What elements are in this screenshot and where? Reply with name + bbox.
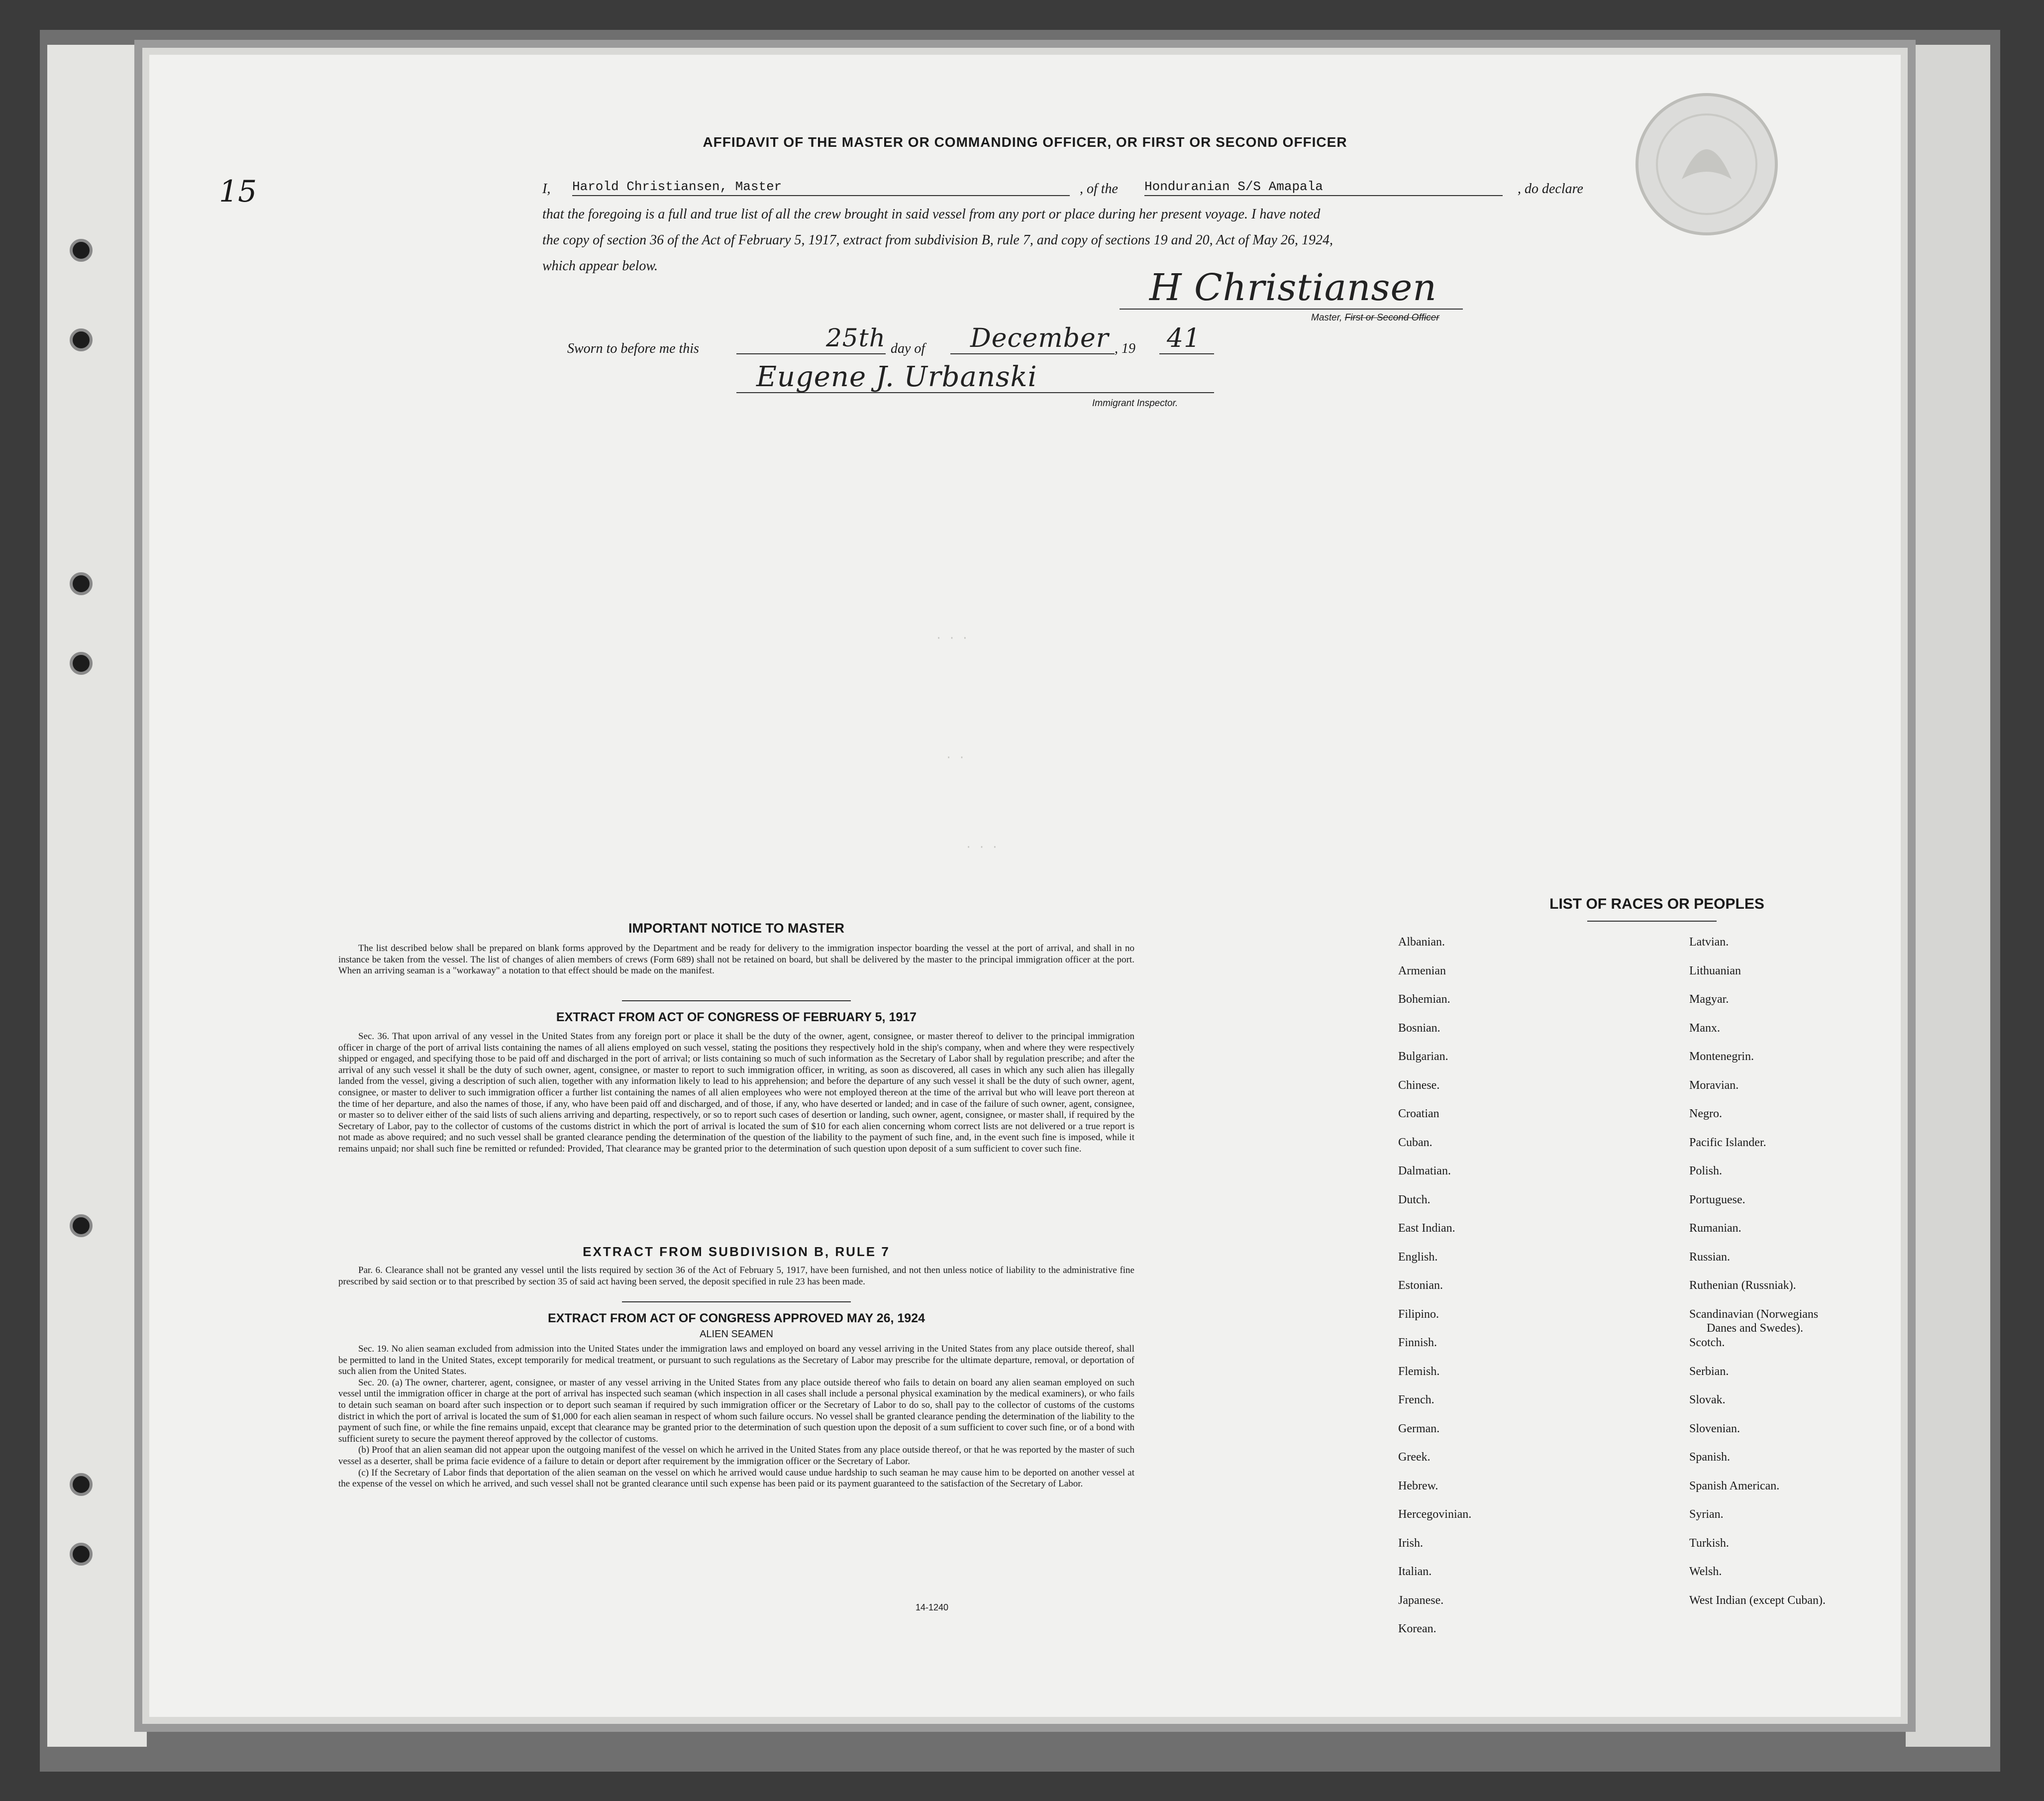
race-item: Pacific Islander. [1689, 1136, 1766, 1149]
affidavit-title: AFFIDAVIT OF THE MASTER OR COMMANDING OFFICER, OR FIRST OR SECOND OFFICER [703, 134, 1347, 150]
inspector-signature: Eugene J. Urbanski [756, 361, 1037, 393]
race-item: Negro. [1689, 1107, 1722, 1120]
binder-hole-icon [70, 572, 93, 595]
section-rule [622, 1301, 851, 1302]
race-item: Portuguese. [1689, 1193, 1745, 1206]
race-item: Japanese. [1398, 1593, 1444, 1607]
section-36-paragraph: Sec. 36. That upon arrival of any vessel in the United States from any foreign port or place it shall be the duty of the owner, agent, consignee, or master thereof to deliver to the principal immigration officer in charge of the port of arrival lists containing the names of all aliens employed on such vessel, stating the positions they respectively hold in the ship's company, when and where they were respectively shipped or engaged, and specifying those to be paid off and discharged in the port of arrival; or lists containing so much of such information as the Secretary of Labor shall by regulation prescribe; and after the arrival of any such vessel it shall be the duty of such owner, agent, consignee, or master to report to such immigration officer, in writing, as soon as discovered, all cases in which any such alien has illegally landed from the vessel, giving a description of such alien, together with any information likely to lead to his apprehension; and before the departure of any such vessel it shall be the duty of such owner, agent, consignee, or master to deliver to such immigration officer a further list containing the names of all alien employees who were not employed thereon at the time of the arrival but who will leave port thereon at the time of her departure, and also the names of those, if any, who have been paid off and discharged, and of those, if any, who have deserted or landed; and in case of the failure of such owner, agent, consignee, or master so to deliver either of the said lists of such aliens arriving and departing, respectively, or so to report such cases of desertion or landing, such owner, agent, consignee, or master shall, if required by the Secretary of Labor, pay to the collector of customs of the customs district in which the port of arrival is located the sum of $10 for each alien concerning whom correct lists are not delivered or a true report is not made as above required; and no such vessel shall be granted clearance pending the determination of the question of the liability to the payment of such fine, and, in the event such fine is imposed, while it remains unpaid; nor shall such fine be remitted or refunded: Provided, That clearance may be granted prior to the determination of such question upon deposit of a sum sufficient to cover such fine. [338, 1031, 1134, 1154]
race-item: Armenian [1398, 964, 1446, 977]
race-item: Scotch. [1689, 1336, 1725, 1349]
race-item: Montenegrin. [1689, 1050, 1754, 1063]
do-declare-label: , do declare [1518, 181, 1583, 197]
extract-1917-title: EXTRACT FROM ACT OF CONGRESS OF FEBRUARY 5, 1917 [556, 1010, 917, 1024]
race-item: Lithuanian [1689, 964, 1741, 977]
race-item: Albanian. [1398, 936, 1445, 949]
section-20b-paragraph: (b) Proof that an alien seaman did not appear upon the outgoing manifest of the vessel on which he arrived in the United States from any place outside thereof, or that he was reported by the master of such vessel as a deserter, shall be prima facie evidence of a failure to detain or deport after requirement by the immigration officer or the Secretary of Labor. [338, 1445, 1134, 1467]
binding-strip-right [1906, 45, 1990, 1747]
binder-hole-icon [70, 1543, 93, 1566]
binding-strip-left [47, 45, 147, 1747]
race-item: Chinese. [1398, 1078, 1440, 1092]
binder-hole-icon [70, 652, 93, 675]
year-prefix: , 19 [1115, 341, 1135, 356]
affidavit-line-3: the copy of section 36 of the Act of February 5, 1917, extract from subdivision B, rule 7, and copy of sections 19 and 20, Act of May 26, 1924, [542, 232, 1333, 248]
race-item: Slovak. [1689, 1393, 1726, 1406]
section-19-paragraph: Sec. 19. No alien seaman excluded from admission into the United States under the immigration laws and employed on board any vessel arriving in the United States from any place outside thereof, shall be permitted to land in the United States, except temporarily for medical treatment, or pursuant to such regulations as the Secretary of Labor may prescribe for the ultimate departure, removal, or deportation of such alien from the United States. [338, 1344, 1134, 1377]
race-item: Bohemian. [1398, 993, 1450, 1006]
section-20c-paragraph: (c) If the Secretary of Labor finds that deportation of the alien seaman on the vessel on which he arrived would cause undue hardship to such seaman he may cause him to be deported on another vessel at the expense of the vessel on which he arrived, and such vessel shall not be granted clearance until such expense has been paid or its payment guaranteed to the satisfaction of the Secretary of Labor. [338, 1467, 1134, 1489]
race-item: Estonian. [1398, 1279, 1443, 1292]
races-title-rule [1587, 921, 1717, 922]
section-rule [622, 1000, 851, 1001]
race-item: East Indian. [1398, 1222, 1455, 1235]
sworn-month-line [950, 353, 1115, 354]
binder-hole-icon [70, 328, 93, 351]
race-item: Scandinavian (Norwegians [1689, 1307, 1819, 1321]
day-of-label: day of [891, 341, 925, 356]
race-item: English. [1398, 1250, 1438, 1264]
binder-hole-icon [70, 239, 93, 262]
bleed-through-mark: · · [945, 751, 965, 764]
master-signature: H Christiansen [1149, 266, 1437, 309]
race-item: Greek. [1398, 1451, 1431, 1464]
race-item: Dalmatian. [1398, 1165, 1451, 1177]
race-item: Korean. [1398, 1622, 1436, 1635]
race-item: Bulgarian. [1398, 1050, 1448, 1063]
races-title: LIST OF RACES OR PEOPLES [1549, 896, 1764, 912]
vessel-field: Honduranian S/S Amapala [1144, 179, 1503, 196]
race-item: Welsh. [1689, 1565, 1722, 1578]
race-item: Cuban. [1398, 1136, 1432, 1149]
extract-1917-body [338, 1031, 1134, 1155]
race-item: Finnish. [1398, 1336, 1437, 1349]
race-item: Hebrew. [1398, 1479, 1438, 1492]
race-item: Hercegovinian. [1398, 1508, 1472, 1521]
official-seal-icon [1632, 90, 1781, 239]
affidavit-line-4: which appear below. [542, 258, 658, 274]
of-the-label: , of the [1080, 181, 1118, 197]
sworn-year-line [1159, 353, 1214, 354]
race-item: Syrian. [1689, 1508, 1724, 1521]
race-item: Latvian. [1689, 936, 1729, 949]
struck-officer-caption: First or Second Officer [1344, 313, 1439, 323]
affidavit-line-2: that the foregoing is a full and true list of all the crew brought in said vessel from any port or place during her present voyage. I have noted [542, 207, 1321, 222]
notice-body [338, 943, 1134, 977]
section-20a-paragraph: Sec. 20. (a) The owner, charterer, agent, consignee, or master of any vessel arriving in the United States from any place outside thereof who fails to detain on board any alien seaman employed on such vessel until the immigration officer in charge at the port of arrival has inspected such seaman (which inspection in all cases shall include a personal physical examination by the medical examiners), or who fails to detain such seaman on board after such inspection or to deport such seaman if required by such immigration officer or the Secretary of Labor to do so, shall pay to the collector of customs of the customs district in which the port of arrival is located the sum of $1,000 for each alien seaman in respect of whom such failure occurs. No vessel shall be granted clearance pending the determination of the liability to the payment of such fine, or while the fine remains unpaid, except that clearance may be granted prior to the determination of such question upon the deposit of a sum sufficient to cover such fine, or of a bond with sufficient surety to secure the payment thereof approved by the collector of customs. [338, 1377, 1134, 1444]
declaration-prefix: I, [542, 181, 551, 197]
race-item: Polish. [1689, 1165, 1723, 1177]
race-item: French. [1398, 1393, 1434, 1406]
race-item: Croatian [1398, 1107, 1439, 1120]
inspector-signature-line [736, 392, 1214, 393]
extract-1924-body [338, 1344, 1134, 1490]
race-item: Danes and Swedes). [1707, 1321, 1803, 1335]
race-item: Moravian. [1689, 1078, 1739, 1092]
race-item: Flemish. [1398, 1365, 1440, 1378]
master-caption: Master, [1311, 313, 1342, 323]
race-item: Bosnian. [1398, 1021, 1440, 1035]
race-item: German. [1398, 1422, 1440, 1435]
inspector-caption: Immigrant Inspector. [1092, 398, 1178, 409]
bleed-through-mark: · · · [965, 841, 999, 853]
race-item: Ruthenian (Russniak). [1689, 1279, 1796, 1292]
bleed-through-mark: · · · [935, 632, 969, 644]
race-item: West Indian (except Cuban). [1689, 1593, 1826, 1607]
binder-hole-icon [70, 1473, 93, 1496]
race-item: Irish. [1398, 1536, 1423, 1550]
sworn-day: 25th [826, 323, 886, 352]
race-item: Rumanian. [1689, 1222, 1741, 1235]
sworn-day-line [736, 353, 886, 354]
race-item: Serbian. [1689, 1365, 1729, 1378]
race-item: Spanish. [1689, 1451, 1731, 1464]
signature-caption [1311, 313, 1439, 323]
race-item: Russian. [1689, 1250, 1731, 1264]
extract-rule7-title: EXTRACT FROM SUBDIVISION B, RULE 7 [583, 1244, 890, 1259]
extract-rule7-body [338, 1265, 1134, 1287]
sworn-month: December [970, 323, 1109, 353]
race-item: Slovenian. [1689, 1422, 1740, 1435]
sworn-year: 41 [1167, 323, 1201, 353]
form-number: 14-1240 [916, 1602, 949, 1612]
binder-hole-icon [70, 1214, 93, 1237]
declarant-field: Harold Christiansen, Master [572, 179, 1070, 196]
race-item: Manx. [1689, 1021, 1720, 1035]
race-item: Spanish American. [1689, 1479, 1780, 1492]
extract-1924-title: EXTRACT FROM ACT OF CONGRESS APPROVED MAY 26, 1924 [547, 1311, 925, 1325]
race-item: Dutch. [1398, 1193, 1431, 1206]
paragraph-6: Par. 6. Clearance shall not be granted any vessel until the lists required by section 36 of the Act of February 5, 1917, have been furnished, and not then unless notice of liability to the administrative fine prescribed by said section or to that prescribed by section 35 of said act having been served, the deposit specified in rule 23 has been made. [338, 1265, 1134, 1287]
manifest-page [149, 55, 1901, 1717]
race-item: Italian. [1398, 1565, 1432, 1578]
declaration-line [542, 174, 1612, 199]
race-item: Magyar. [1689, 993, 1729, 1006]
master-signature-line [1120, 309, 1463, 310]
notice-paragraph: The list described below shall be prepared on blank forms approved by the Department and be ready for delivery to the immigration inspector boarding the vessel at the port of arrival, and shall in no instance be taken from the vessel. The list of changes of alien members of crews (Form 689) shall not be retained on board, but shall be delivered by the master to the principal immigration officer at the port. When an arriving seaman is a "workaway" a notation to that effect should be made on the manifest. [338, 943, 1134, 976]
race-item: Filipino. [1398, 1307, 1439, 1321]
alien-seamen-subtitle: ALIEN SEAMEN [700, 1329, 773, 1340]
sworn-prefix: Sworn to before me this [567, 341, 699, 356]
margin-note: 15 [219, 174, 257, 209]
notice-title: IMPORTANT NOTICE TO MASTER [628, 921, 844, 936]
race-item: Turkish. [1689, 1536, 1729, 1550]
